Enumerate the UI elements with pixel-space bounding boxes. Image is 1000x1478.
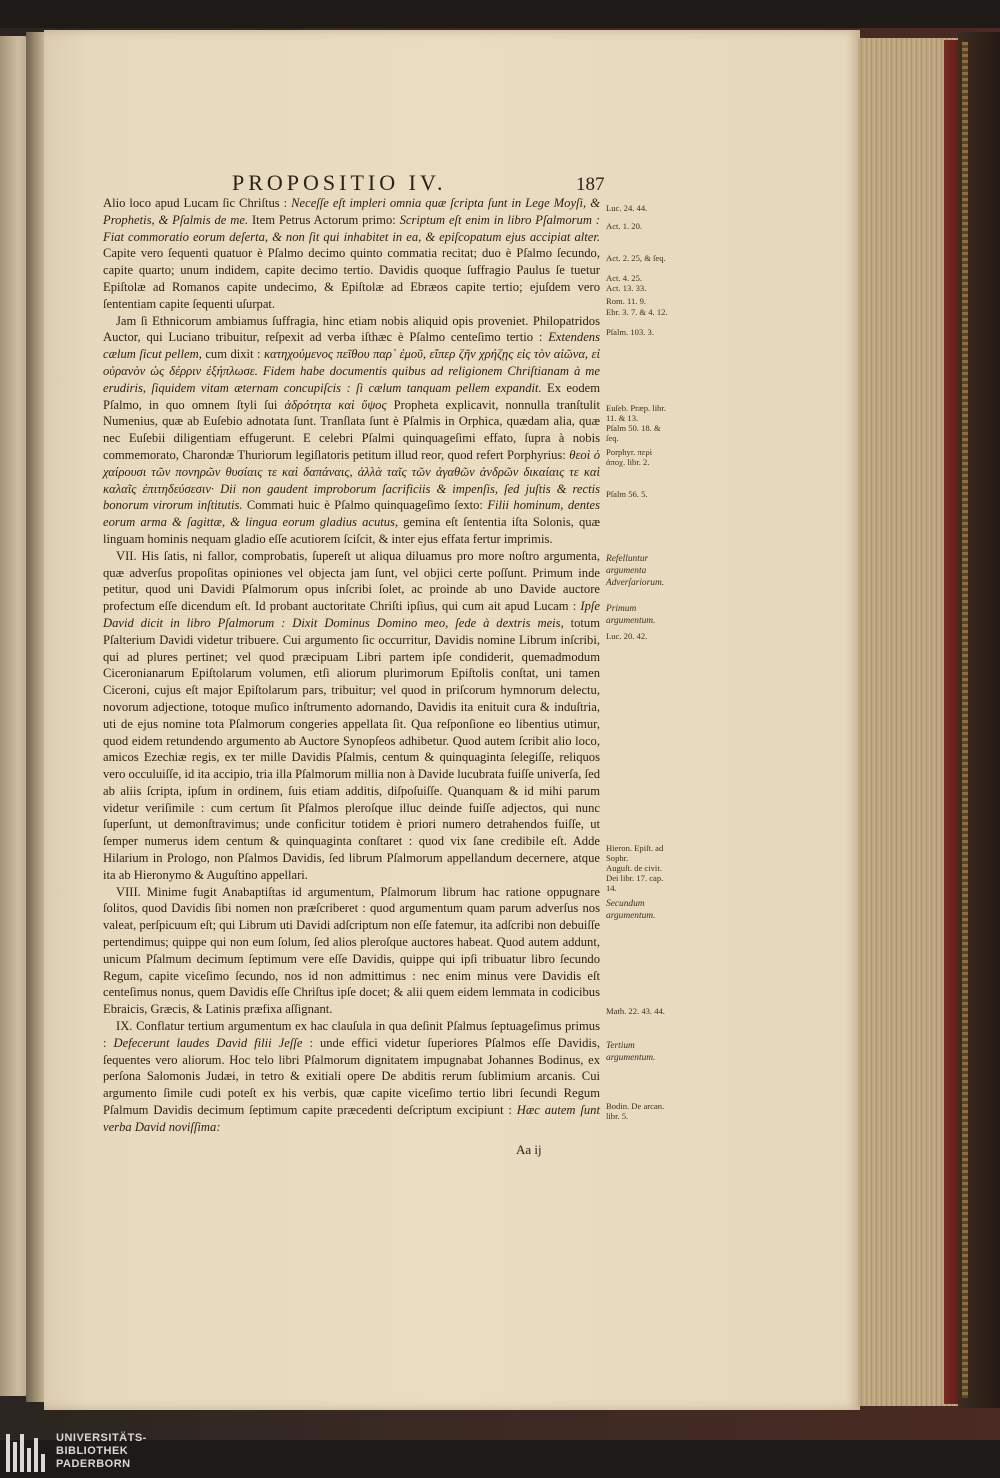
paragraph-4: VIII. Minime fugit Anabaptiſtas id argumentum, Pſalmorum librum hac ratione oppugnare ſolitos, quod Davidis ſibi nomen non præſcriberet : quod argumentum quam parum adverſus nos valeat, perſpicuum eſt; qui Librum uti Davidi adſcriptum non eſſe fatemur, ita adſcribi non debuiſſe pertendimus; quippe qui non eum ſolum, ſed alios pleroſque auctores habeat. Quod autem addunt, unicum Pſalmum decimum ſeptimum vere eſſe Davidis, quippe qui ipſi tribuatur libro ſecundo Regum, capite viceſimo ſecundo, nos id non admittimus : nec enim minus vere Davidis eſt centeſimus nonus, quem Davidis eſſe Chriſtus ipſe docet; & alii quem eidem lemmata in codicibus Ebraicis, Græcis, & Latinis præfixa aſſignant. [103, 884, 600, 1017]
margin-note: Hieron. Epiſt. ad Sophr. [606, 843, 664, 863]
margin-note: Secundum argumentum. [606, 899, 656, 921]
margin-note: Refelluntur argumenta Adverſariorum. [606, 554, 665, 588]
signature-mark: Aa ij [516, 1142, 542, 1157]
logo-line-3: PADERBORN [56, 1458, 131, 1470]
margin-note: Ebr. 3. 7. & 4. 12. [606, 307, 668, 317]
margin-note: Act. 4. 25. [606, 273, 643, 283]
running-header: PROPOSITIO IV. [232, 170, 447, 195]
margin-note: Act. 13. 33. [606, 283, 647, 293]
margin-note: Tertium argumentum. [606, 1041, 656, 1063]
logo-line-1: UNIVERSITÄTS- [56, 1432, 147, 1444]
margin-note: Luc. 20. 42. [606, 631, 648, 641]
margin-note: Act. 1. 20. [606, 221, 643, 231]
main-text [103, 195, 600, 1136]
book-spine [958, 32, 1000, 1408]
paragraph-2: Jam ſi Ethnicorum ambiamus ſuffragia, hinc etiam nobis aliquid opis proveniet. Philopatridos Auctor, qui Luciano tribuitur, reſpexit ad verba iſthæc è Pſalmo centeſimo tertio : Extendens cælum ſicut pellem, cum dixit : κατηχούμενος πεῖθου παρ᾽ ἐμοῦ, εἴπερ ζῆν χρήζῃς εἰς τὸν αἰῶνα, εἰ οὐρανὸν ὡς δέρριν ἐξήπλωσε. Fidem habe documentis quibus ad religionem Chriſtianam à me erudiris, ſiquidem vitam æternam concupiſcis : ſi cælum tanquam pellem expandit. Ex eodem Pſalmo, in quo omnem ſtyli ſui ἁδρότητα καὶ ὕψος Propheta explicavit, nonnulla tranſtulit Numenius, quæ ab Euſebio adnotata ſunt. Tranſlata ſunt è Pſalmis in Orphica, quædam alia, quæ nec Euſebii diligentiam effugerunt. E celebri Pſalmi quinquageſimi effato, ſupra à nobis commemorato, Charondæ Thuriorum legiſlatoris petitum illud reor, quod refert Porphyrius: θεοὶ ὁ χαίρουσι τῶν πονηρῶν θυσίαις τε καὶ δαπάναις, ἀλλὰ ταῖς τῶν ἀγαθῶν ἀνδρῶν δικαίαις τε καὶ καλαῖς ἐπιτηδεύσεσιν· Dii non gaudent improborum ſacrificiis & impenſis, ſed juſtis & rectis bonorum virorum inſtitutis. Commati huic è Pſalmo quinquageſimo ſexto: Filii hominum, dentes eorum arma & ſagittæ, & lingua eorum gladius acutus, gemina eſt ſententia iſta Solonis, quæ linguam hominis nequam gladio eſſe acutiorem ſciſcit, & inter ejus effata fertur imprimis. [103, 313, 601, 546]
paragraph-3: VII. His ſatis, ni fallor, comprobatis, ſupereſt ut aliqua diluamus pro more noſtro argumenta, quæ adverſus propoſitas opiniones vel objecta jam ſunt, vel objici certe poſſunt. Primum inde petitur, quod uni Davidi Pſalmorum opus inſcribi ſolet, ac proinde ab uno Davide auctore profectum eſſe dicendum eſt. Id probant auctoritate Chriſti ipſius, qui cum ait apud Lucam : Ipſe David dicit in libro Pſalmorum : Dixit Dominus Domino meo, ſede à dextris meis, totum Pſalterium Davidi videtur tribuere. Cui argumento ſic occurritur, Davidis nomine Librum inſcribi, qui ad plures pertinet; vel quod præcipuam Libri partem ipſe condiderit, quemadmodum Ciceronianarum Epiſtolarum volumen, etſi aliorum plurimorum Epiſtolis conſtat, uni tamen Ciceroni, cujus eſt major Epiſtolarum pars, tribuitur; vel quod in priſcorum hymnorum delectu, novorum adjectione, totoque muſico inſtrumento adornando, Davidis ita enituit cura & induſtria, uti de ejus nomine tota Pſalmorum congeries appellata ſit. Qua reſponſione eo libentius utimur, quod eidem retundendo argumento ab Auctore Synopſeos adhibetur. Quod autem ſcribit alio loco, amicos Ezechiæ regis, ex ter mille Davidis Pſalmis, centum & quinquaginta ſelegiſſe, reliquos vero occuluiſſe, id ita accipio, tria illa Pſalmorum millia non à Davide lucubrata fuiſſe univerſa, ſed ab aliis ſcripta, ipſum in ordinem, ſuis etiam additis, diſpoſuiſſe. Quanquam & id mihi parum videtur veriſimile : cum certum ſit Pſalmos pleroſque illuc deinde fuiſſe adjectos, qui nunc ſuperſunt, ut demonſtravimus; unde conficitur totidem è priori numero detrahendos fuiſſe, ut ſemper numerus idem centum & quinquaginta conſtaret : quod vix ſane credibile eſt. Adde Hilarium in Prologo, non Pſalmos Davidis, ſed librum Pſalmorum appellandum decernere, atque ita ab Hieronymo & Auguſtino appellari. [103, 548, 600, 882]
margin-note: Euſeb. Præp. libr. 11. & 13. [606, 403, 666, 423]
logo-bars-icon [6, 1434, 50, 1472]
margin-note: Pſalm 50. 18. & ſeq. [606, 423, 661, 443]
margin-note: Math. 22. 43. 44. [606, 1006, 665, 1016]
logo-line-2: BIBLIOTHEK [56, 1445, 129, 1457]
page-number: 187 [576, 174, 605, 195]
paragraph-1: Alio loco apud Lucam ſic Chriſtus : Neceſſe eſt impleri omnia quæ ſcripta ſunt in Lege Moyſi, & Prophetis, & Pſalmis de me. Item Petrus Actorum primo: Scriptum eſt enim in libro Pſalmorum : Fiat commoratio eorum deſerta, & non ſit qui inhabitet in ea, & epiſcopatum ejus accipiat alter. Capite vero ſequenti quatuor è Pſalmo decimo quinto commatia recitat; duo è Pſalmo ſecundo, capite quarto; unum indidem, capite decimo tertio. Davidis quoque ſuffragio Paulus ſe tuetur Epiſtolæ ad Romanos capite undecimo, & Epiſtolæ ad Ebræos capite tertio; ejuſdem vero ſententiam capite ſequenti uſurpat. [103, 196, 600, 311]
margin-note: Rom. 11. 9. [606, 296, 647, 306]
logo-text [56, 1432, 147, 1471]
margin-note: Pſalm. 103. 3. [606, 327, 654, 337]
margin-note: Act. 2. 25, & ſeq. [606, 253, 666, 263]
page-edges [858, 38, 958, 1406]
paragraph-5: IX. Conflatur tertium argumentum ex hac clauſula in qua deſinit Pſalmus ſeptuageſimus primus : Defecerunt laudes David filii Jeſſe : unde effici videtur ſuperiores Pſalmos eſſe Davidis, ſequentes vero aliorum. Hoc telo libri Pſalmorum dignitatem impugnabat Johannes Bodinus, ex perſona Salomonis Judæi, in tetro & exitiali opere De abditis rerum ſublimium arcanis. Cui argumento ſimile cudi poteſt ex his verbis, quæ capite viceſimo tertio libri ſecundi Regum Pſalmum Davidis decimum ſeptimum capite præcedenti deſcriptum excipiunt : Hæc autem ſunt verba David noviſſima: [103, 1019, 600, 1134]
library-logo [6, 1432, 206, 1476]
margin-note: Bodin. De arcan. libr. 5. [606, 1101, 665, 1121]
margin-note: Auguſt. de civit. Dei libr. 17. cap. 14. [606, 863, 664, 893]
margin-note: Luc. 24. 44. [606, 203, 648, 213]
margin-note: Pſalm 56. 5. [606, 489, 648, 499]
margin-note: Primum argumentum. [606, 604, 656, 626]
margin-note: Porphyr. περὶ ἀποχ. libr. 2. [606, 447, 653, 467]
